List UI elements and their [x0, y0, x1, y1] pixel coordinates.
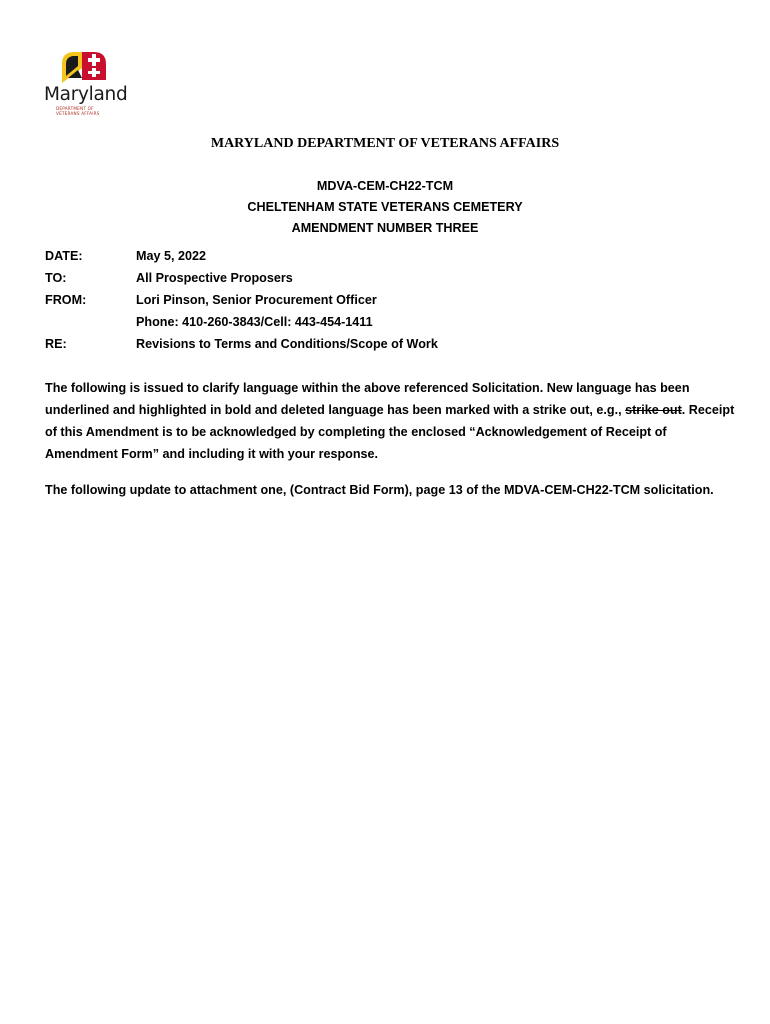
intro-text-cont: . Receipt of this Amendment is to be acknowledged by completing the enclosed “Acknowledgement of Receipt of Amendment Form” and including it with your response.	[45, 403, 735, 461]
to-label: TO:	[45, 271, 67, 285]
phone-value: Phone: 410-260-3843/Cell: 443-454-1411	[136, 315, 373, 329]
strike-example: strike out	[625, 403, 682, 417]
date-label: DATE:	[45, 249, 83, 263]
maryland-flag-icon	[58, 50, 110, 84]
re-label: RE:	[45, 337, 67, 351]
intro-text: The following is issued to clarify language within the above referenced Solicitation. New language has been underlined and highlighted in bold and deleted language has been marked with a strike out, e.g.,	[45, 381, 690, 417]
amendment-number: AMENDMENT NUMBER THREE	[291, 221, 479, 235]
project-name: CHELTENHAM STATE VETERANS CEMETERY	[247, 200, 523, 214]
to-value: All Prospective Proposers	[136, 271, 293, 285]
re-value: Revisions to Terms and Conditions/Scope of Work	[136, 337, 438, 351]
logo-wordmark: Maryland	[44, 84, 128, 105]
maryland-logo	[42, 50, 132, 120]
header-block	[0, 176, 770, 239]
update-paragraph: The following update to attachment one, (Contract Bid Form), page 13 of the MDVA-CEM-CH22-TCM solicitation.	[45, 483, 714, 497]
solicitation-id: MDVA-CEM-CH22-TCM	[316, 179, 454, 193]
from-value: Lori Pinson, Senior Procurement Officer	[136, 293, 377, 307]
logo-subtitle: DEPARTMENT OF VETERANS AFFAIRS	[56, 106, 100, 117]
from-label: FROM:	[45, 293, 87, 307]
intro-paragraph	[45, 377, 735, 465]
agency-title: MARYLAND DEPARTMENT OF VETERANS AFFAIRS	[210, 136, 560, 151]
date-value: May 5, 2022	[136, 249, 207, 263]
